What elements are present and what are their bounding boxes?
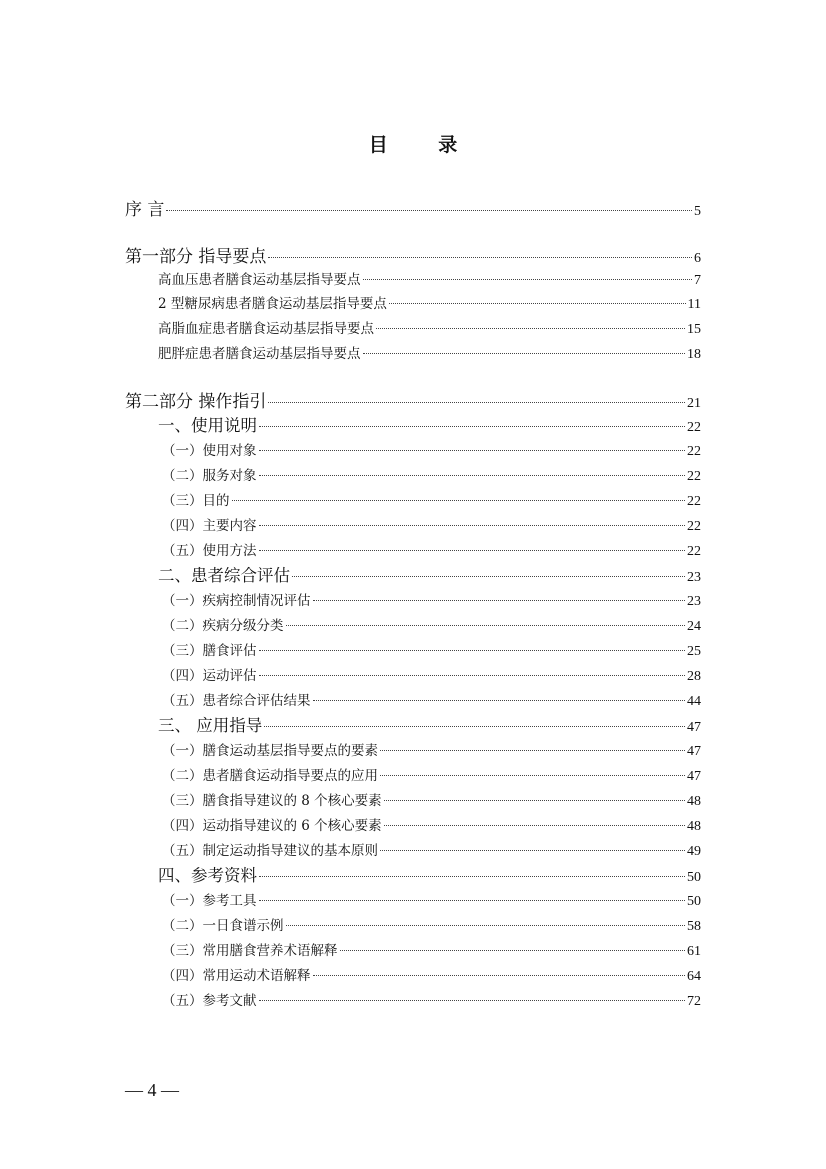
toc-entry[interactable] [162,639,701,660]
dot-leader [313,700,686,701]
toc-page-number: 23 [687,594,701,609]
dot-leader [363,353,686,354]
toc-entry[interactable] [158,268,701,289]
toc-page-number: 7 [694,273,701,288]
dot-leader [268,402,685,403]
page-title: 目 录 [368,134,480,156]
toc-entry-text: 第二部分 操作指引 [125,392,267,412]
dot-leader [259,475,686,476]
toc-entry[interactable] [158,292,701,313]
toc-entry-text: 一、使用说明 [158,416,257,435]
toc-entry[interactable] [162,489,701,510]
dot-leader [264,726,685,727]
dot-leader [376,328,685,329]
toc-page-number: 5 [694,204,701,219]
toc-entry[interactable] [125,242,701,267]
dot-leader [259,426,685,427]
toc-page-number: 22 [687,444,701,459]
toc-entry-text: （三）常用膳食营养术语解释 [162,943,338,959]
dot-leader [259,876,685,877]
toc-entry[interactable] [125,195,701,220]
toc-entry-text: （三）膳食评估 [162,643,257,659]
toc-page-number: 28 [687,669,701,684]
toc-page-number: 50 [687,870,701,885]
toc-entry-text: （三）目的 [162,493,230,509]
toc-page-number: 21 [687,396,701,411]
toc-entry[interactable] [162,814,701,835]
toc-entry-text: 序 言 [125,200,165,220]
toc-entry[interactable] [162,514,701,535]
dot-leader [313,600,686,601]
dot-leader [313,975,686,976]
toc-page-number: 47 [687,744,701,759]
toc-entry-text: （二）疾病分级分类 [162,618,284,634]
toc-page-number: 47 [687,769,701,784]
toc-page-number: 15 [687,322,701,337]
toc-entry[interactable] [162,889,701,910]
toc-entry-text: （四）运动评估 [162,668,257,684]
toc-entry-text: （四）主要内容 [162,518,257,534]
toc-page-number: 11 [687,297,701,312]
dot-leader [286,925,686,926]
toc-page-number: 44 [687,694,701,709]
toc-entry-text: （二）一日食谱示例 [162,918,284,934]
dot-leader [363,279,693,280]
dot-leader [389,303,686,304]
toc-entry[interactable] [162,964,701,985]
toc-entry[interactable] [162,839,701,860]
toc-page-number: 22 [687,469,701,484]
toc-entry-text: 二、患者综合评估 [158,566,290,585]
toc-page-number: 72 [687,994,701,1009]
toc-entry-text: （五）患者综合评估结果 [162,693,311,709]
toc-page-number: 50 [687,894,701,909]
dot-leader [259,650,686,651]
toc-entry[interactable] [162,739,701,760]
toc-entry-text: 2 型糖尿病患者膳食运动基层指导要点 [158,296,387,312]
toc-page-number: 48 [687,819,701,834]
toc-entry[interactable] [158,342,701,363]
toc-entry[interactable] [162,914,701,935]
toc-entry-text: 三、 应用指导 [158,716,263,735]
toc-entry[interactable] [162,939,701,960]
toc-page-number: 48 [687,794,701,809]
toc-entry-text: 肥胖症患者膳食运动基层指导要点 [158,346,361,362]
toc-entry[interactable] [158,712,701,736]
toc-entry-text: （二）服务对象 [162,468,257,484]
toc-page-number: 22 [687,494,701,509]
toc-page-number: 22 [687,544,701,559]
toc-entry[interactable] [158,862,701,886]
dot-leader [259,675,686,676]
toc-entry[interactable] [158,317,701,338]
dot-leader [380,750,685,751]
toc-entry-text: （一）膳食运动基层指导要点的要素 [162,743,378,759]
toc-entry-text: 高血压患者膳食运动基层指导要点 [158,272,361,288]
dot-leader [166,210,692,211]
toc-entry-text: （三）膳食指导建议的 8 个核心要素 [162,793,382,809]
toc-entry-text: （二）患者膳食运动指导要点的应用 [162,768,378,784]
toc-page-number: 24 [687,619,701,634]
toc-page-number: 58 [687,919,701,934]
toc-entry-text: （五）制定运动指导建议的基本原则 [162,843,378,859]
dot-leader [259,900,686,901]
toc-entry-text: 高脂血症患者膳食运动基层指导要点 [158,321,374,337]
toc-page-number: 18 [687,347,701,362]
toc-page-number: 64 [687,969,701,984]
dot-leader [286,625,686,626]
dot-leader [259,450,686,451]
toc-page-number: 22 [687,420,701,435]
toc-page-number: 23 [687,570,701,585]
dot-leader [384,825,685,826]
toc-entry-text: （一）疾病控制情况评估 [162,593,311,609]
toc-entry[interactable] [162,764,701,785]
dot-leader [340,950,686,951]
toc-entry-text: （五）参考文献 [162,993,257,1009]
toc-entry[interactable] [162,789,701,810]
toc-entry-text: （四）运动指导建议的 6 个核心要素 [162,818,382,834]
dot-leader [232,500,686,501]
toc-page-number: 61 [687,944,701,959]
toc-entry[interactable] [162,689,701,710]
dot-leader [259,1000,686,1001]
page-number-footer: — 4 — [125,1080,179,1100]
toc-page-number: 22 [687,519,701,534]
toc-entry[interactable] [162,539,701,560]
toc-entry[interactable] [162,464,701,485]
toc-entry-text: （五）使用方法 [162,543,257,559]
toc-entry[interactable] [158,562,701,586]
toc-page-number: 25 [687,644,701,659]
toc-entry[interactable] [125,387,701,412]
toc-page-number: 49 [687,844,701,859]
toc-entry-text: 四、参考资料 [158,866,257,885]
toc-entry-text: （四）常用运动术语解释 [162,968,311,984]
dot-leader [268,257,692,258]
toc-entry-text: （一）参考工具 [162,893,257,909]
toc-entry[interactable] [162,664,701,685]
dot-leader [380,775,685,776]
dot-leader [259,525,686,526]
dot-leader [380,850,685,851]
dot-leader [259,550,686,551]
toc-page-number: 47 [687,720,701,735]
dot-leader [384,800,685,801]
toc-entry[interactable] [162,589,701,610]
dot-leader [292,576,685,577]
toc-page-number: 6 [694,251,701,266]
toc-entry-text: （一）使用对象 [162,443,257,459]
toc-entry[interactable] [162,439,701,460]
toc-entry-text: 第一部分 指导要点 [125,247,267,267]
toc-entry[interactable] [158,412,701,436]
toc-entry[interactable] [162,989,701,1010]
toc-entry[interactable] [162,614,701,635]
